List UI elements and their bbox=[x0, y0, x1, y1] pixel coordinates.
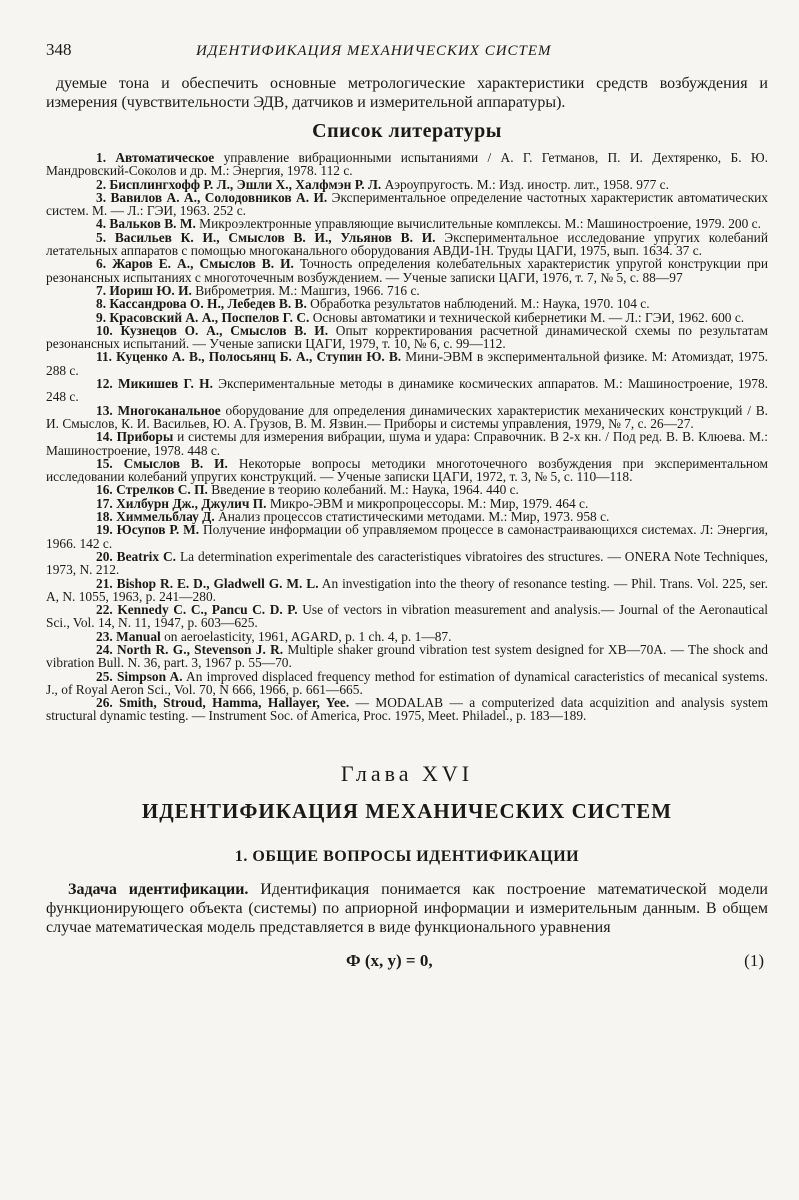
chapter-title: ИДЕНТИФИКАЦИЯ МЕХАНИЧЕСКИХ СИСТЕМ bbox=[141, 798, 673, 823]
reference-item bbox=[46, 457, 768, 484]
reference-authors: 4. Вальков В. М. bbox=[96, 216, 196, 232]
reference-item bbox=[46, 497, 768, 510]
section-title: 1. ОБЩИЕ ВОПРОСЫ ИДЕНТИФИКАЦИИ bbox=[234, 847, 580, 865]
reference-authors: 8. Кассандрова О. Н., Лебедев В. В. bbox=[96, 296, 307, 312]
paragraph-text: Идентификация понимается как построение математической модели функционирующего объекта (системы) по априорной информации и измерительным данным. В общем случае математическая модель представляется в виде функционального уравнения bbox=[46, 880, 768, 936]
reference-text: и системы для измерения вибрации, шума и удара: Справочник. В 2-х кн. / Под ред. В. В. Клюева. М.: Машиностроение, 1978. 448 с. bbox=[46, 429, 768, 458]
reference-item bbox=[46, 297, 768, 310]
paragraph-lead: Задача идентификации. bbox=[68, 880, 249, 898]
reference-authors: 10. Кузнецов О. А., Смыслов В. И. bbox=[96, 322, 329, 338]
reference-authors: 22. Kennedy C. C., Pancu C. D. P. bbox=[96, 602, 298, 618]
reference-item bbox=[46, 630, 768, 643]
reference-authors: 25. Simpson A. bbox=[96, 668, 183, 684]
reference-item bbox=[46, 550, 768, 577]
reference-authors: 11. Куценко А. В., Полосьянц Б. А., Ступин Ю. В. bbox=[96, 349, 402, 365]
reference-item bbox=[46, 284, 768, 297]
reference-text: La determination experimentale des caracteristiques vibratoires des structures. — ONERA Note Techniques, 1973, N. 212. bbox=[46, 548, 768, 578]
reference-authors: 5. Васильев К. И., Смыслов В. И., Ульянов В. И. bbox=[96, 229, 436, 245]
reference-text: Экспериментальное исследование упругих колебаний летательных аппаратов с помощью многоканального оборудования АВДИ-1Н. Труды ЦАГИ, 1975, вып. 1634. 37 с. bbox=[46, 229, 768, 259]
reference-item bbox=[46, 430, 768, 457]
reference-item bbox=[46, 404, 768, 431]
reference-authors: 1. Автоматическое bbox=[96, 150, 215, 165]
reference-authors: 19. Юсупов Р. М. bbox=[96, 522, 200, 538]
reference-text: Аэроупругость. М.: Изд. иностр. лит., 1958. 977 с. bbox=[381, 176, 669, 192]
reference-authors: 26. Smith, Stroud, Hamma, Hallayer, Yee. bbox=[96, 695, 350, 711]
reference-item bbox=[46, 523, 768, 550]
reference-text: Получение информации об управляемом процессе в самонастраивающихся системах. Л: Энергия, 1966. 142 с. bbox=[46, 522, 768, 551]
reference-item bbox=[46, 510, 768, 523]
section-paragraph bbox=[46, 880, 768, 937]
equation-formula: Ф (x, y) = 0, bbox=[346, 950, 433, 970]
reference-text: Микроэлектронные управляющие вычислительные комплексы. М.: Машиностроение, 1979. 200 с. bbox=[195, 216, 761, 232]
reference-item bbox=[46, 643, 768, 670]
reference-text: оборудование для определения динамических характеристик механических конструкций / В. И. Смыслов, К. И. Васильев, Ю. А. Грузов, В. М. Язвин.— Приборы и системы управления, 1979, № 7, с. 26—27. bbox=[46, 402, 768, 431]
reference-item bbox=[46, 178, 768, 191]
reference-item bbox=[46, 231, 768, 258]
reference-text: Виброметрия. М.: Машгиз, 1966. 716 с. bbox=[191, 282, 420, 298]
reference-authors: 2. Бисплингхофф Р. Л., Эшли Х., Халфмэн Р. Л. bbox=[96, 176, 382, 192]
reference-text: An investigation into the theory of resonance testing. — Phil. Trans. Vol. 225, ser. A, N. 1055, 1963, p. 241—280. bbox=[46, 575, 768, 604]
reference-text: Обработка результатов наблюдений. М.: Наука, 1970. 104 с. bbox=[306, 296, 650, 312]
reference-item bbox=[46, 217, 768, 230]
reference-text: Микро-ЭВМ и микропроцессоры. М.: Мир, 1979. 464 с. bbox=[266, 495, 589, 511]
reference-authors: 6. Жаров Е. А., Смыслов В. И. bbox=[96, 256, 294, 272]
reference-text: Точность определения колебательных характеристик упругой конструкции при резонансных испытаниях с многоточечным возбуждением. — Ученые записки ЦАГИ, 1976, т. 7, № 5, с. 88—97 bbox=[46, 256, 768, 285]
reference-text: Опыт корректирования расчетной динамической схемы по результатам резонансных испытаний. — Ученые записки ЦАГИ, 1979, т. 10, № 6, с. 99—112. bbox=[46, 322, 768, 352]
reference-authors: 24. North R. G., Stevenson J. R. bbox=[96, 641, 284, 657]
chapter-label: Глава XVI bbox=[340, 760, 474, 786]
reference-item bbox=[46, 696, 768, 723]
references-title: Список литературы bbox=[312, 120, 502, 142]
reference-text: Multiple shaker ground vibration test system designed for XB—70A. — The shock and vibration Bull. N. 36, part. 3, 1967 p. 55—70. bbox=[46, 641, 768, 671]
reference-item bbox=[46, 191, 768, 218]
reference-authors: 20. Beatrix C. bbox=[96, 548, 177, 564]
reference-item bbox=[46, 670, 768, 697]
reference-authors: 9. Красовский А. А., Поспелов Г. С. bbox=[96, 309, 310, 325]
running-title: ИДЕНТИФИКАЦИЯ МЕХАНИЧЕСКИХ СИСТЕМ bbox=[196, 43, 552, 59]
reference-item bbox=[46, 257, 768, 284]
reference-item bbox=[46, 603, 768, 630]
reference-authors: 17. Хилбурн Дж., Джулич П. bbox=[96, 495, 267, 511]
intro-paragraph: дуемые тона и обеспечить основные метрологические характеристики средств возбуждения и измерения (чувствительности ЭДВ, датчиков и измерительной аппаратуры). bbox=[46, 75, 768, 111]
reference-authors: 3. Вавилов А. А., Солодовников А. И. bbox=[96, 189, 328, 205]
page bbox=[46, 40, 768, 973]
reference-text: Use of vectors in vibration measurement and analysis.— Journal of the Aeronautical Sci., Vol. 14, N. 11, 1947, p. 603—625. bbox=[46, 602, 768, 631]
reference-text: Некоторые вопросы методики многоточечного возбуждения при экспериментальном исследовании колебаний упругих конструкций. — Ученые записки ЦАГИ, 1972, т. 3, № 5, с. 110—118. bbox=[46, 455, 769, 485]
references-list bbox=[46, 151, 768, 723]
reference-authors: 14. Приборы bbox=[96, 429, 174, 445]
page-number: 348 bbox=[46, 40, 72, 59]
reference-item bbox=[46, 377, 768, 404]
equation bbox=[46, 947, 768, 973]
reference-authors: 18. Химмельблау Д. bbox=[96, 509, 215, 525]
reference-item bbox=[46, 483, 768, 496]
reference-item bbox=[46, 577, 768, 604]
reference-authors: 12. Микишев Г. Н. bbox=[96, 376, 213, 392]
reference-text: Мини-ЭВМ в экспериментальной физике. М: Атомиздат, 1975. 288 с. bbox=[46, 349, 768, 378]
reference-text: Основы автоматики и технической кибернетики М. — Л.: ГЭИ, 1962. 600 с. bbox=[309, 309, 745, 325]
reference-text: on aeroelasticity, 1961, AGARD, p. 1 ch. 4, p. 1—87. bbox=[160, 628, 452, 644]
reference-authors: 21. Bishop R. E. D., Gladwell G. M. L. bbox=[96, 575, 319, 591]
reference-authors: 7. Иориш Ю. И. bbox=[96, 282, 192, 298]
reference-text: Введение в теорию колебаний. М.: Наука, 1964. 440 с. bbox=[207, 482, 519, 498]
reference-text: Экспериментальные методы в динамике космических аппаратов. М.: Машиностроение, 1978. 248 с. bbox=[46, 376, 768, 405]
reference-item bbox=[46, 151, 768, 178]
page-header bbox=[46, 40, 768, 68]
reference-item bbox=[46, 324, 768, 351]
reference-text: — MODALAB — a computerized data acquizition and analysis system structural dynamic testing. — Instrument Soc. of America, Proc. 1975, Meet. Philadel., p. 183—189. bbox=[46, 695, 768, 724]
equation-number: (1) bbox=[744, 950, 764, 970]
reference-authors: 23. Manual bbox=[96, 628, 161, 644]
reference-authors: 15. Смыслов В. И. bbox=[96, 455, 228, 471]
reference-text: Анализ процессов статистическими методами. М.: Мир, 1973. 958 с. bbox=[214, 509, 610, 525]
reference-authors: 13. Многоканальное bbox=[96, 402, 221, 418]
reference-text: Экспериментальное определение частотных характеристик автоматических систем. М. — Л.: ГЭИ, 1963. 252 с. bbox=[46, 189, 768, 219]
reference-item bbox=[46, 350, 768, 377]
reference-text: An improved displaced frequency method for estimation of dynamical caracteristics of mecanical systems. J., of Royal Aeron Sci., Vol. 70, N 666, 1966, p. 661—665. bbox=[46, 668, 768, 697]
reference-authors: 16. Стрелков С. П. bbox=[96, 482, 208, 498]
reference-text: управление вибрационными испытаниями / А. Г. Гетманов, П. И. Дехтяренко, Б. Ю. Мандровский-Соколов и др. М.: Энергия, 1978. 112 с. bbox=[46, 150, 768, 179]
reference-item bbox=[46, 311, 768, 324]
